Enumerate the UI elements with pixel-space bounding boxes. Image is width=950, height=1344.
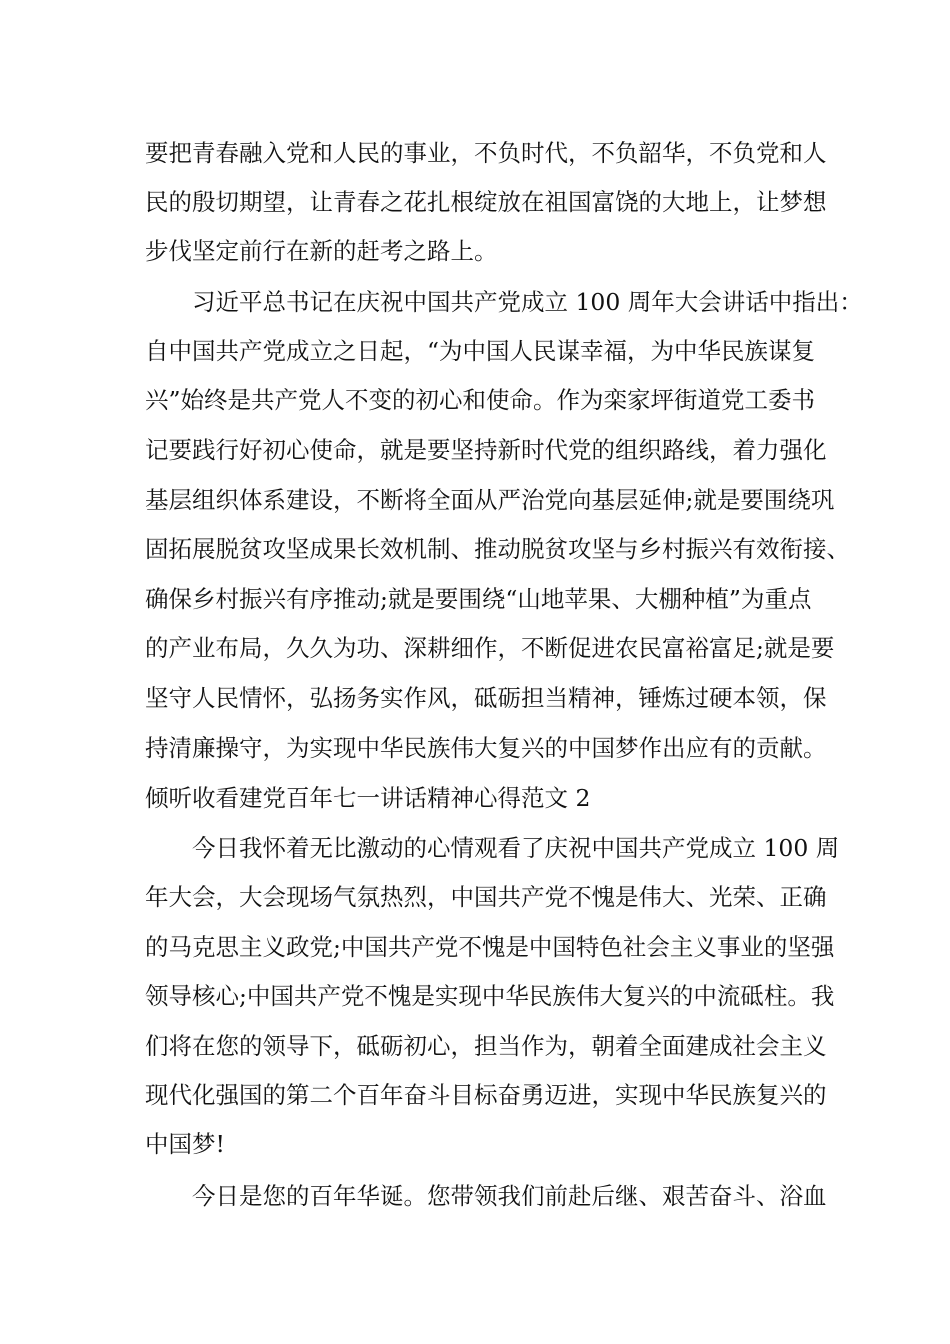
- paragraph-line: 今日我怀着无比激动的心情观看了庆祝中国共产党成立 100 周: [192, 834, 840, 862]
- paragraph-line: 的产业布局，久久为功、深耕细作，不断促进农民富裕富足;就是要: [145, 634, 835, 662]
- paragraph-line: 自中国共产党成立之日起，“为中国人民谋幸福，为中华民族谋复: [145, 337, 816, 365]
- paragraph-line: 的马克思主义政党;中国共产党不愧是中国特色社会主义事业的坚强: [145, 933, 835, 961]
- paragraph-line: 固拓展脱贫攻坚成果长效机制、推动脱贫攻坚与乡村振兴有效衔接、: [145, 535, 850, 563]
- paragraph-line: 要把青春融入党和人民的事业，不负时代，不负韶华，不负党和人: [145, 139, 827, 167]
- section-heading: 倾听收看建党百年七一讲话精神心得范文 2: [145, 784, 591, 812]
- paragraph-line: 民的殷切期望，让青春之花扎根绽放在祖国富饶的大地上，让梦想: [145, 188, 827, 216]
- paragraph-line: 今日是您的百年华诞。您带领我们前赴后继、艰苦奋斗、浴血: [192, 1182, 827, 1210]
- paragraph-line: 中国梦!: [145, 1130, 225, 1158]
- paragraph-line: 领导核心;中国共产党不愧是实现中华民族伟大复兴的中流砥柱。我: [145, 982, 835, 1010]
- paragraph-line: 步伐坚定前行在新的赶考之路上。: [145, 237, 498, 265]
- paragraph-line: 持清廉操守，为实现中华民族伟大复兴的中国梦作出应有的贡献。: [145, 734, 827, 762]
- paragraph-line: 记要践行好初心使命，就是要坚持新时代党的组织路线，着力强化: [145, 436, 827, 464]
- paragraph-line: 现代化强国的第二个百年奋斗目标奋勇迈进，实现中华民族复兴的: [145, 1081, 827, 1109]
- paragraph-line: 们将在您的领导下，砥砺初心，担当作为，朝着全面建成社会主义: [145, 1032, 827, 1060]
- paragraph-line: 坚守人民情怀，弘扬务实作风，砥砺担当精神，锤炼过硬本领，保: [145, 684, 827, 712]
- paragraph-line: 确保乡村振兴有序推动;就是要围绕“山地苹果、大棚种植”为重点: [145, 585, 812, 613]
- paragraph-line: 基层组织体系建设，不断将全面从严治党向基层延伸;就是要围绕巩: [145, 486, 835, 514]
- paragraph-line: 年大会，大会现场气氛热烈，中国共产党不愧是伟大、光荣、正确: [145, 883, 827, 911]
- paragraph-line: 兴”始终是共产党人不变的初心和使命。作为栾家坪街道党工委书: [145, 386, 816, 414]
- paragraph-line: 习近平总书记在庆祝中国共产党成立 100 周年大会讲话中指出：: [192, 288, 863, 316]
